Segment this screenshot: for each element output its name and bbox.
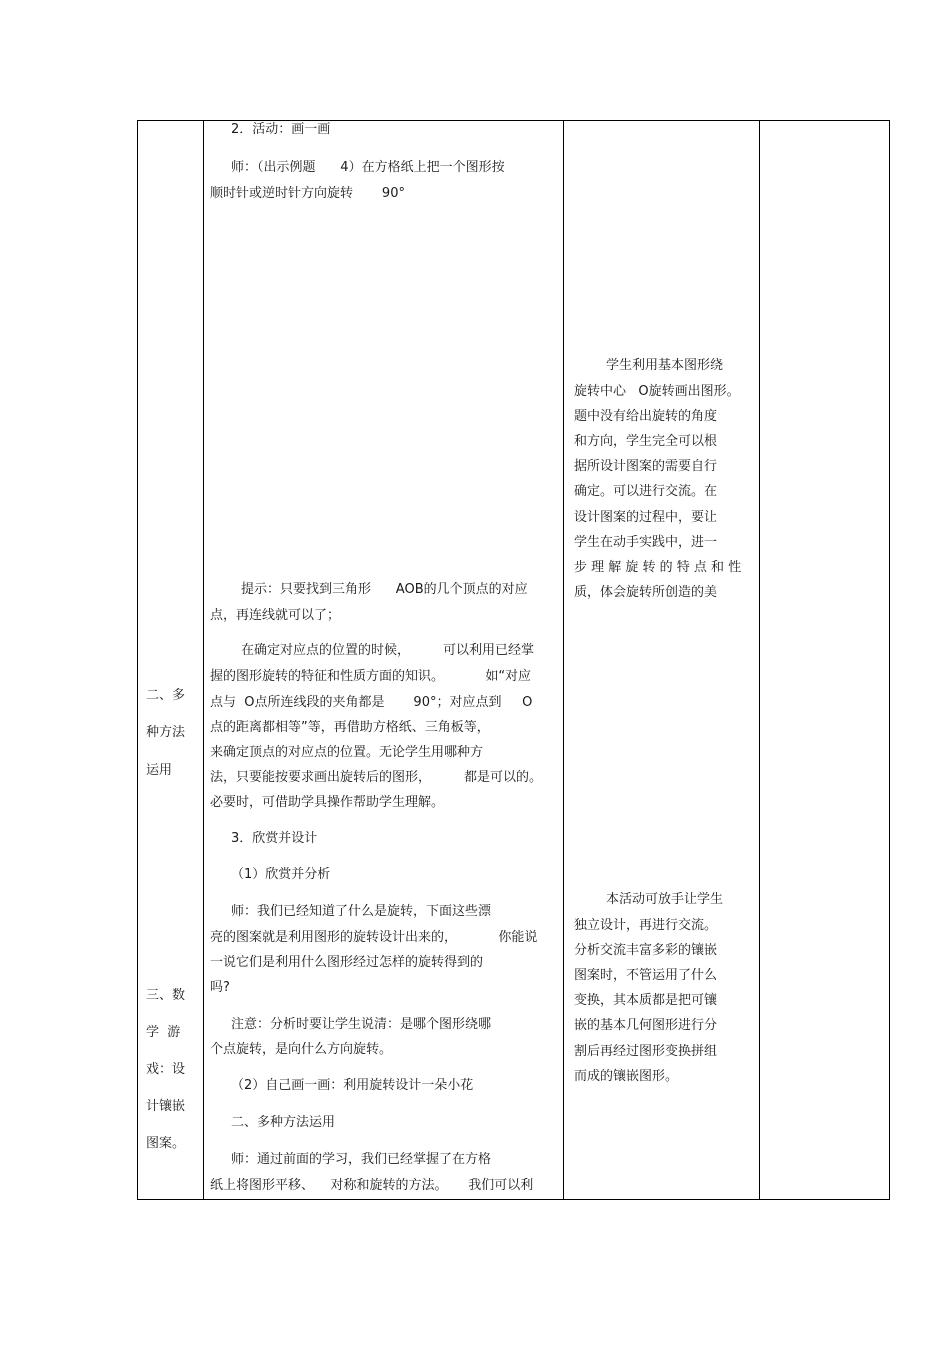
body-line: 提示：只要找到三角形 AOB的几个顶点的对应 (241, 582, 528, 597)
note-line: 旋转中心 O旋转画出图形。 (574, 384, 740, 399)
body-line: 点与 O点所连线段的夹角都是 90°；对应点到 O (210, 695, 533, 710)
body-line: 一说它们是利用什么图形经过怎样的旋转得到的 (210, 955, 484, 970)
subsection-heading: 3．欣赏并设计 (231, 831, 318, 846)
note-line: 质，体会旋转所创造的美 (574, 585, 718, 600)
section-heading-line: 三、数 (146, 988, 186, 1003)
note-line: 嵌的基本几何图形进行分 (574, 1018, 718, 1033)
note-line: 变换，其本质都是把可镶 (574, 993, 718, 1008)
note-line: 题中没有给出旋转的角度 (574, 409, 718, 424)
note-line: 确定。可以进行交流。在 (574, 484, 718, 499)
section-heading-line: 计镶嵌 (146, 1099, 186, 1114)
note-line: 学生在动手实践中，进一 (574, 535, 718, 550)
body-line: 点，再连线就可以了； (210, 608, 341, 623)
note-line: 独立设计，再进行交流。 (574, 918, 718, 933)
subsection-heading: （2）自己画一画：利用旋转设计一朵小花 (231, 1078, 474, 1093)
note-line: 分析交流丰富多彩的镶嵌 (574, 943, 718, 958)
section-heading-line: 图案。 (146, 1136, 186, 1151)
body-line: 顺时针或逆时针方向旋转 90° (210, 186, 405, 201)
lesson-plan-table (137, 120, 890, 1200)
section-heading-line: 戏：设 (146, 1062, 186, 1077)
section-heading-line: 运用 (146, 763, 173, 778)
body-line: 吗? (210, 980, 230, 995)
note-line: 本活动可放手让学生 (606, 892, 724, 907)
activity-heading: 2．活动：画一画 (231, 122, 331, 137)
column-divider (759, 121, 760, 1199)
body-line: 法，只要能按要求画出旋转后的图形， 都是可以的。 (210, 770, 543, 785)
note-line: 割后再经过图形变换拼组 (574, 1044, 718, 1059)
body-line: 师：（出示例题 4）在方格纸上把一个图形按 (231, 160, 505, 175)
section-heading-line: 学 游 (146, 1025, 181, 1040)
note-line: 步 理 解 旋 转 的 特 点 和 性 (574, 560, 742, 575)
body-line: 必要时，可借助学具操作帮助学生理解。 (210, 795, 445, 810)
column-divider (563, 121, 564, 1199)
note-line: 图案时，不管运用了什么 (574, 968, 718, 983)
note-line: 设计图案的过程中，要让 (574, 510, 718, 525)
body-line: 师：通过前面的学习，我们已经掌握了在方格 (231, 1152, 492, 1167)
section-heading-line: 种方法 (146, 725, 186, 740)
body-line: 个点旋转，是向什么方向旋转。 (210, 1042, 393, 1057)
body-line: 握的图形旋转的特征和性质方面的知识。 如“对应 (210, 669, 532, 684)
body-line: 纸上将图形平移、 对称和旋转的方法。 我们可以利 (210, 1178, 534, 1193)
body-line: 注意：分析时要让学生说清：是哪个图形绕哪 (231, 1017, 492, 1032)
column-divider (203, 121, 204, 1199)
note-line: 和方向，学生完全可以根 (574, 434, 718, 449)
note-line: 据所设计图案的需要自行 (574, 459, 718, 474)
body-line: 师：我们已经知道了什么是旋转，下面这些漂 (231, 904, 492, 919)
body-line: 来确定顶点的对应点的位置。无论学生用哪种方 (210, 745, 484, 760)
section-heading-line: 二、多 (146, 688, 186, 703)
note-line: 而成的镶嵌图形。 (574, 1069, 679, 1084)
body-line: 在确定对应点的位置的时候， 可以利用已经掌 (241, 643, 535, 658)
body-line: 亮的图案就是利用图形的旋转设计出来的， 你能说 (210, 930, 538, 945)
subsection-heading: 二、多种方法运用 (231, 1115, 336, 1130)
note-line: 学生利用基本图形绕 (606, 358, 724, 373)
body-line: 点的距离都相等”等，再借助方格纸、三角板等， (210, 720, 490, 735)
subsection-heading: （1）欣赏并分析 (231, 867, 331, 882)
